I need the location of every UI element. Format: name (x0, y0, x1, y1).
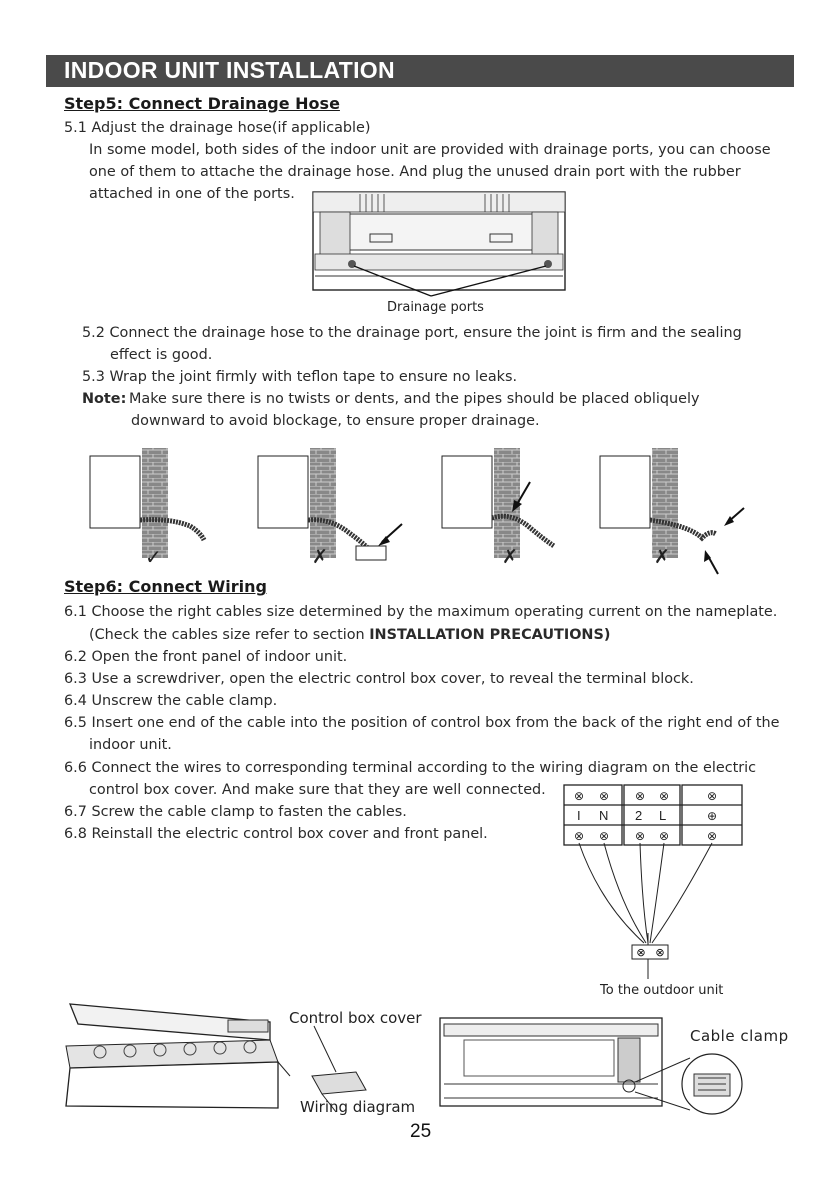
hose-scene-correct (90, 448, 204, 558)
step6-8-text: 6.8 Reinstall the electric control box cover and front panel. (64, 826, 488, 842)
svg-text:⊗: ⊗ (573, 829, 585, 843)
cross-mark-3: ✗ (654, 546, 670, 568)
terminal-label-2: 2 (635, 808, 643, 823)
svg-text:⊗: ⊗ (658, 829, 670, 843)
outdoor-unit-caption: To the outdoor unit (600, 983, 724, 998)
drainage-ports-illustration (300, 188, 570, 308)
hose-scene-wrong-1 (258, 448, 402, 560)
hose-routing-illustrations (90, 446, 750, 576)
note-line2: downward to avoid blockage, to ensure proper drainage. (131, 413, 540, 429)
step6-2-text: 6.2 Open the front panel of indoor unit. (64, 649, 348, 665)
drainage-ports-caption: Drainage ports (387, 300, 484, 315)
step6-1-line1: 6.1 Choose the right cables size determined by the maximum operating current on the nameplate. (64, 604, 778, 620)
cross-mark-1: ✗ (312, 546, 328, 568)
step5-heading: Step5: Connect Drainage Hose (64, 94, 340, 113)
cross-mark-2: ✗ (502, 546, 518, 568)
wiring-diagram-label: Wiring diagram (300, 1098, 416, 1116)
step5-2-line1: 5.2 Connect the drainage hose to the drainage port, ensure the joint is firm and the sealing (82, 325, 742, 341)
step6-3-text: 6.3 Use a screwdriver, open the electric control box cover, to reveal the terminal block. (64, 671, 694, 687)
cable-clamp-label: Cable clamp (690, 1027, 789, 1045)
step6-heading: Step6: Connect Wiring (64, 577, 267, 596)
svg-text:⊗: ⊗ (658, 789, 670, 803)
svg-text:⊗: ⊗ (634, 789, 646, 803)
check-mark-1: ✓ (145, 545, 162, 569)
step6-5-line1: 6.5 Insert one end of the cable into the position of control box from the back of the right end of the (64, 715, 780, 731)
terminal-label-n: N (599, 808, 609, 823)
svg-text:⊗: ⊗ (706, 789, 718, 803)
svg-text:⊗: ⊗ (598, 789, 610, 803)
step6-6-line1: 6.6 Connect the wires to corresponding terminal according to the wiring diagram on the electric (64, 760, 757, 776)
hose-scene-wrong-2 (442, 448, 554, 558)
step5-3-text: 5.3 Wrap the joint firmly with teflon tape to ensure no leaks. (82, 369, 518, 385)
terminal-label-i: I (577, 808, 581, 823)
step5-1-body-line1: In some model, both sides of the indoor unit are provided with drainage ports, you can choose (89, 142, 771, 158)
step5-2-line2: effect is good. (110, 347, 213, 363)
step5-1-text: 5.1 Adjust the drainage hose(if applicable) (64, 120, 371, 136)
page-number: 25 (410, 1121, 432, 1142)
svg-text:⊗: ⊗ (636, 946, 646, 959)
terminal-label-l: L (659, 808, 667, 823)
page-title: INDOOR UNIT INSTALLATION (64, 57, 395, 83)
installation-precautions-ref: INSTALLATION PRECAUTIONS) (369, 627, 611, 643)
step6-1-line2 (89, 624, 610, 646)
control-box-cover-label: Control box cover (289, 1009, 422, 1027)
svg-text:⊗: ⊗ (655, 946, 665, 959)
svg-text:⊗: ⊗ (573, 789, 585, 803)
step6-7-text: 6.7 Screw the cable clamp to fasten the cables. (64, 804, 407, 820)
step6-1-line2-text: (Check the cables size refer to section (89, 627, 370, 643)
step6-5-line2: indoor unit. (89, 737, 172, 753)
step5-1-body-line3: attached in one of the ports. (89, 186, 295, 202)
svg-text:⊗: ⊗ (634, 829, 646, 843)
svg-text:⊗: ⊗ (598, 829, 610, 843)
step6-4-text: 6.4 Unscrew the cable clamp. (64, 693, 278, 709)
terminal-wiring-diagram (560, 783, 750, 983)
note-label: Note: (82, 391, 127, 407)
step6-6-line2: control box cover. And make sure that they are well connected. (89, 782, 546, 798)
note-line1: Make sure there is no twists or dents, and the pipes should be placed obliquely (129, 391, 700, 407)
hose-scene-wrong-3 (600, 448, 744, 574)
svg-text:⊗: ⊗ (706, 829, 718, 843)
svg-text:⊕: ⊕ (706, 809, 718, 823)
step5-1-body-line2: one of them to attache the drainage hose. And plug the unused drain port with the rubber (89, 164, 741, 180)
